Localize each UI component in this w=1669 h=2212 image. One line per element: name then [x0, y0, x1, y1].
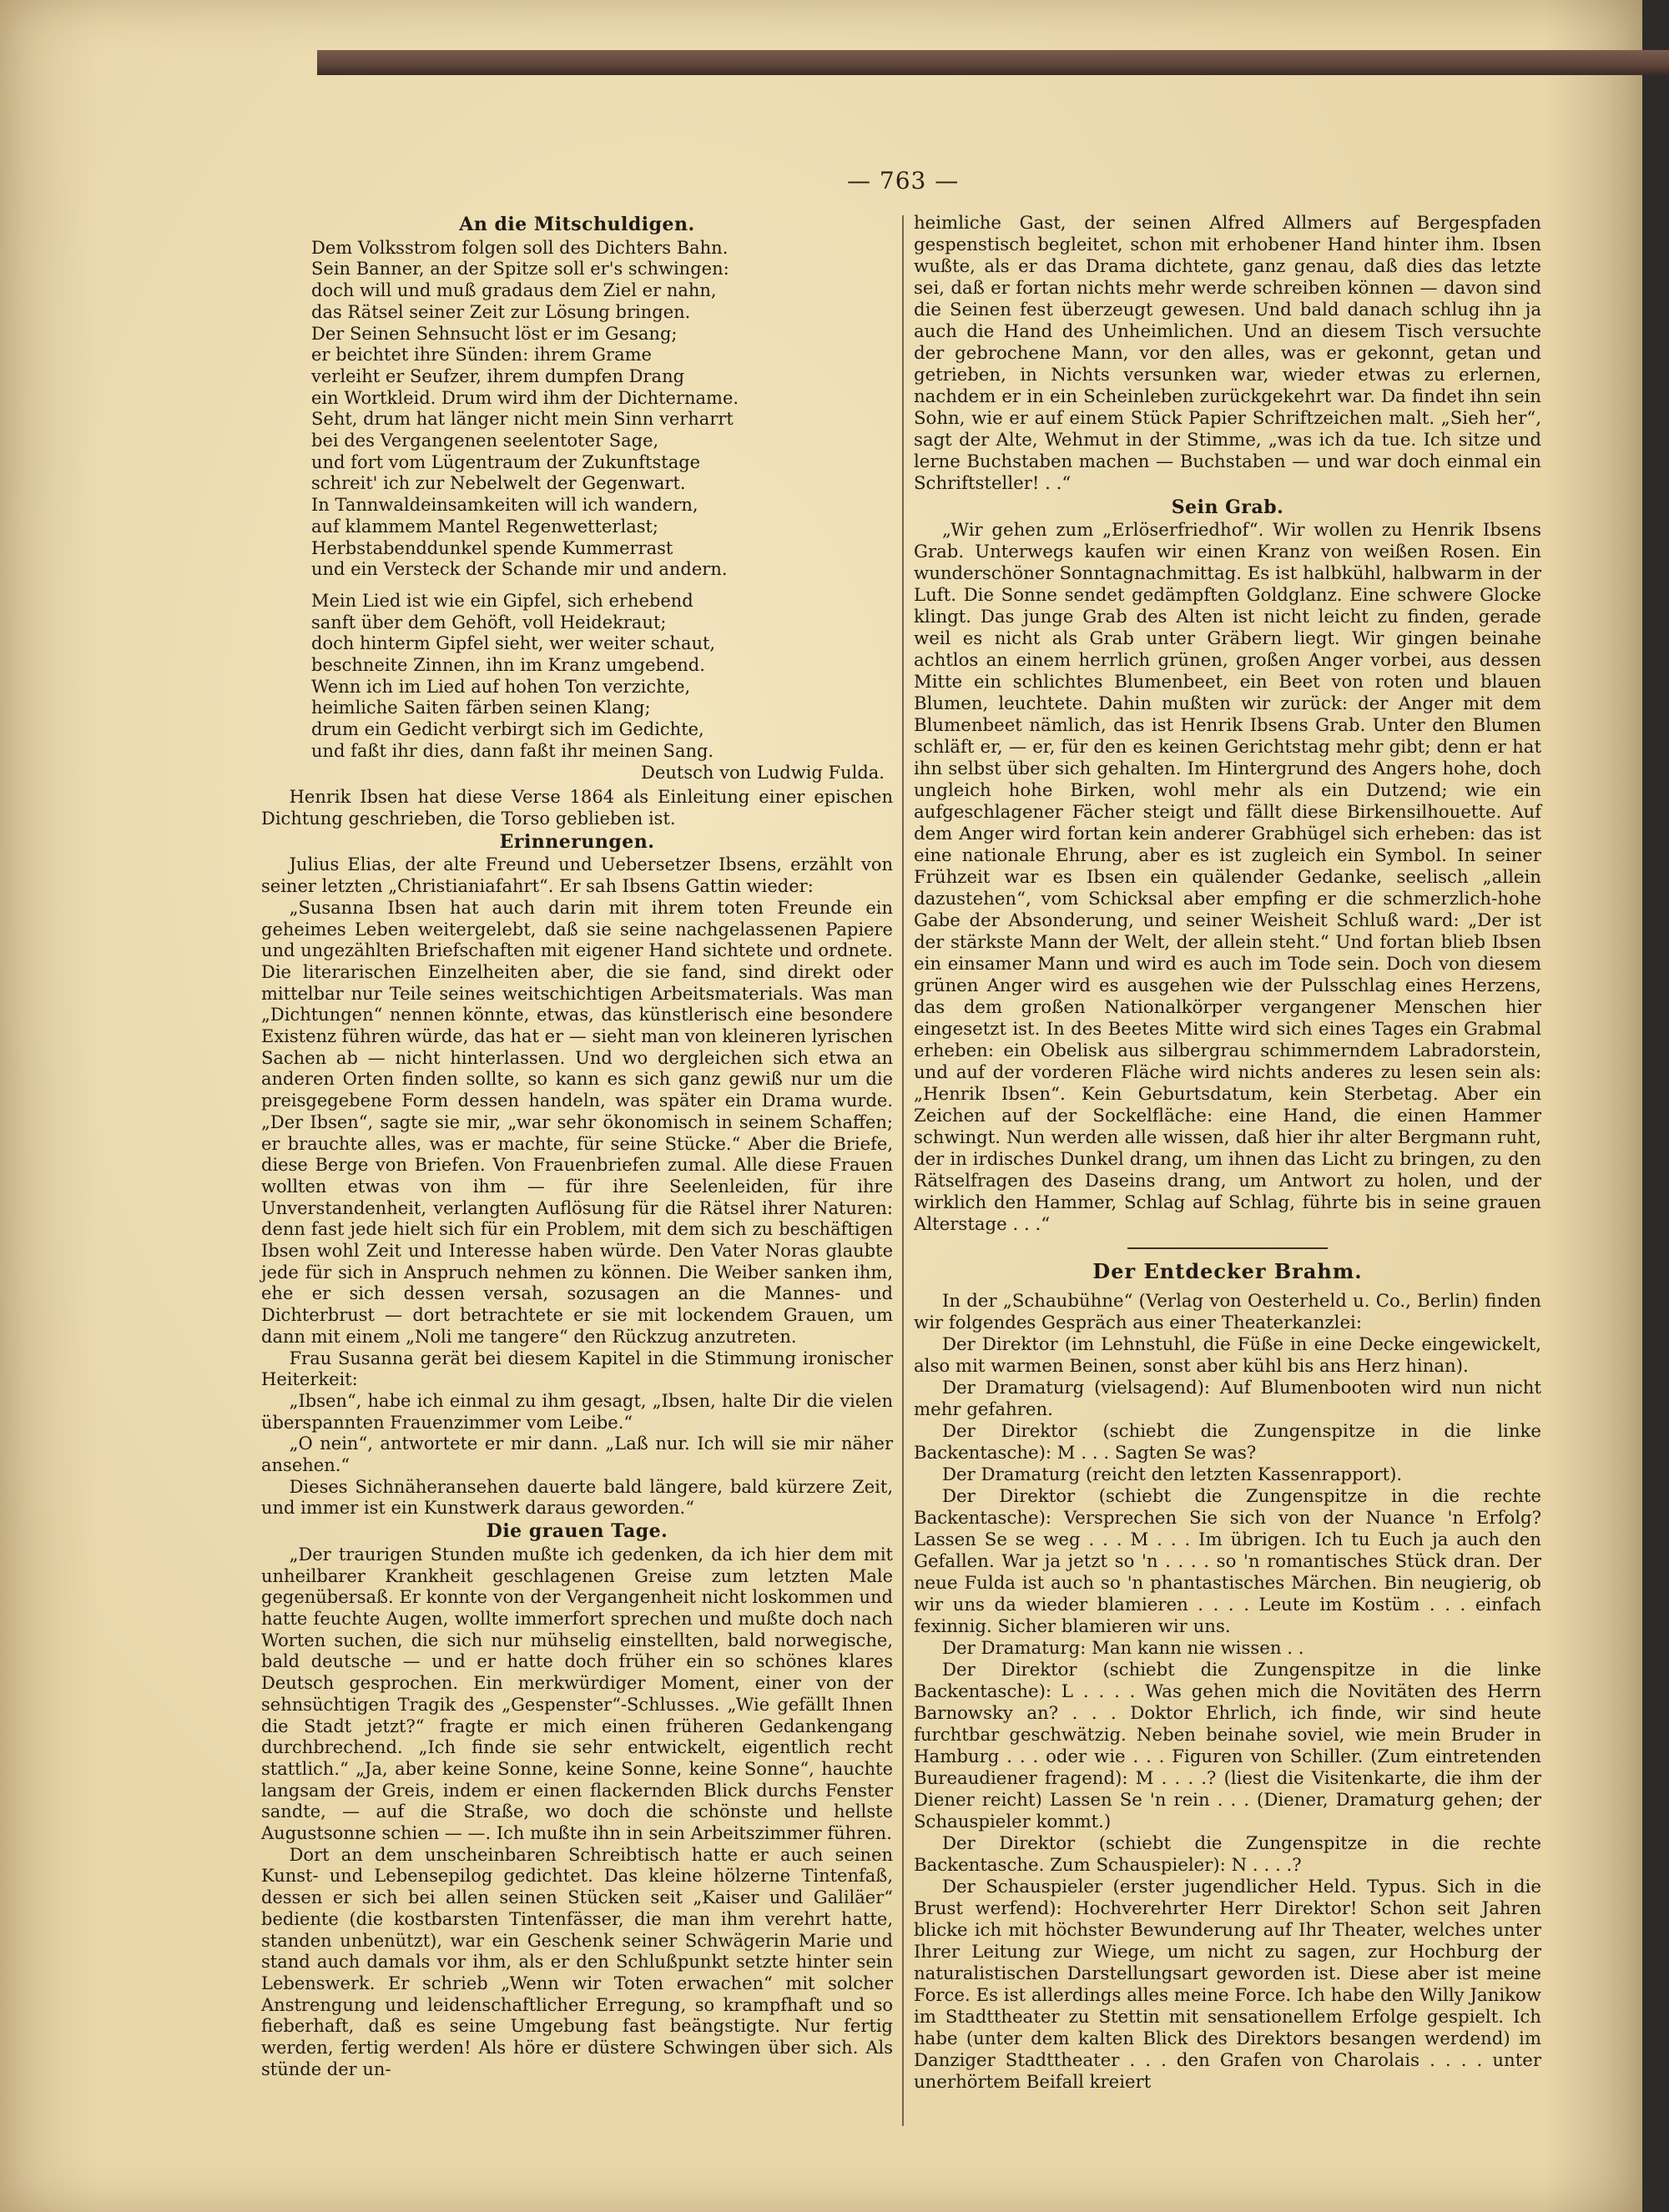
paragraph: Dort an dem unscheinbaren Schreibtisch hatte er auch seinen Kunst- und Lebensepilog gedichtet. Das kleine hölzerne Tintenfaß, dessen er sich bei allen seinen Stücken seit „Kaiser und Galiläer“ bediente (die kostbarsten Tintenfässer, die man ihm verehrt hatte, standen unbenützt), war ein Geschenk seiner Schwägerin Marie und stand auch damals vor ihm, als er den Schlußpunkt setzte hinter sein Lebenswerk. Er schrieb „Wenn wir Toten erwachen“ mit solcher Anstrengung und leidenschaftlicher Erregung, so krampfhaft und so fieberhaft, daß es seine Umgebung fast beängstigte. Nur fertig werden, fertig werden! Als höre er düstere Schwingen über sich. Als stünde der un- [261, 1844, 893, 2079]
section-rule [1127, 1247, 1328, 1249]
poem-line: Herbstabenddunkel spende Kummerrast [311, 537, 673, 558]
paragraph: Der Dramaturg (vielsagend): Auf Blumenbooten wird nun nicht mehr gefahren. [914, 1378, 1541, 1420]
poem-line: verleiht er Seufzer, ihrem dumpfen Drang [311, 365, 685, 386]
section-heading-graue-tage: Die grauen Tage. [486, 1520, 668, 1543]
poem-line: Seht, drum hat länger nicht mein Sinn verharrt [311, 409, 734, 430]
poem-line: und ein Versteck der Schande mir und andern. [311, 559, 728, 580]
paragraph: Der Dramaturg: Man kann nie wissen . . [942, 1638, 1304, 1659]
intro-paragraph: Henrik Ibsen hat diese Verse 1864 als Einleitung einer epischen Dichtung geschrieben, die Torso geblieben ist. [261, 787, 893, 829]
paragraph: Der Direktor (schiebt die Zungenspitze in die linke Backentasche): M . . . Sagten Se was? [914, 1421, 1541, 1464]
poem-line: bei des Vergangenen seelentoter Sage, [311, 431, 659, 451]
stanza-gap [261, 581, 893, 591]
paragraph: „Wir gehen zum „Erlöserfriedhof“. Wir wollen zu Henrik Ibsens Grab. Unterwegs kaufen wir einen Kranz von weißen Rosen. Ein wunderschöner Sonntagnachmittag. Es ist halbkühl, halbwarm in der Luft. Die Sonne sendet gedämpften Goldglanz. Eine schwere Glocke klingt. Das junge Grab des Alten ist nicht leicht zu finden, gerade weil es nicht als Grab unter Gräbern liegt. Wir gingen beinahe achtlos an einem herrlich grünen, großen Anger vorbei, aus dessen Mitte ein schlichtes Blumenbeet, ein Beet von roten und blauen Blumen, leuchtete. Dahin mußten wir zurück: der Anger mit dem Blumenbeet nämlich, das ist Henrik Ibsens Grab. Unter den Blumen schläft er, — er, für den es keinen Gerichtstag mehr gibt; denn er hat ihn selbst über sich gehalten. Im Hintergrund des Angers hohe, doch ungleich hohe Birken, wohl mehr als ein Dutzend; wie ein aufgeschlagener Fächer steigt und fällt diese Birkensilhouette. Auf dem Anger wird fortan kein anderer Grabhügel sich erheben: das ist eine nationale Ehrung, aber es ist zugleich ein Symbol. In seiner Frühzeit war es Ibsen ein quälender Gedanke, seelisch „allein dazustehen“, vom Schicksal aber empfing er die schmerzlich-hohe Gabe der Absonderung, und seiner Weisheit Schluß ward: „Der ist der stärkste Mann der Welt, der allein steht.“ Und fortan blieb Ibsen ein einsamer Mann und wird es auch im Tode sein. Doch von diesem grünen Anger wird es ausgehen wie der Pulsschlag eines Herzens, das dem großen Nationalkörper vergangener Menschen hier eingesetzt ist. In des Beetes Mitte wird sich eines Tages ein Grabmal erheben: ein Obelisk aus silbergrau schimmerndem Labradorstein, und auf der vorderen Fläche wird nichts anderes zu lesen sein als: „Henrik Ibsen“. Kein Geburtsdatum, kein Sterbetag. Aber ein Zeichen auf der Sockelfläche: eine Hand, die einen Hammer schwingt. Nun werden alle wissen, daß hier ihr alter Bergmann ruht, der in irdisches Dunkel drang, um ihnen das Licht zu bringen, zu den Rätselfragen des Daseins drang, um Antwort zu holen, und der wirklich den Hammer, Schlag auf Schlag, führte bis in seine grauen Alterstage . . .“ [914, 520, 1541, 1235]
poem-line: Sein Banner, an der Spitze soll er's schwingen: [311, 259, 729, 280]
translator-credit: Deutsch von Ludwig Fulda. [641, 762, 885, 783]
paragraph: Der Direktor (schiebt die Zungenspitze in die rechte Backentasche. Zum Schauspieler): N . . . .? [914, 1833, 1541, 1876]
poem-line: ein Wortkleid. Drum wird ihm der Dichtername. [311, 387, 739, 408]
paragraph: Julius Elias, der alte Freund und Uebersetzer Ibsens, erzählt von seiner letzten „Christianiafahrt“. Er sah Ibsens Gattin wieder: [261, 854, 893, 897]
column-divider [902, 215, 904, 2126]
paragraph: Der Dramaturg (reicht den letzten Kassenrapport). [942, 1464, 1403, 1485]
poem-line: er beichtet ihre Sünden: ihrem Grame [311, 345, 652, 365]
poem-line: Mein Lied ist wie ein Gipfel, sich erhebend [311, 590, 693, 611]
paragraph: „Der traurigen Stunden mußte ich gedenken, da ich hier dem mit unheilbarer Krankheit geschlagenen Greise zum letzten Male gegenübersaß. Er konnte von der Vergangenheit nicht loskommen und hatte feuchte Augen, wollte immerfort sprechen und mußte doch nach Worten suchen, die sich nur mühselig einstellten, bald norwegische, bald deutsche — und er hatte doch früher ein so schönes klares Deutsch gesprochen. Ein merkwürdiger Moment, einer von der sehnsüchtigen Tragik des „Gespenster“-Schlusses. „Wie gefällt Ihnen die Stadt jetzt?“ fragte er mich einen früheren Gedankengang durchbrechend. „Ich finde sie sehr entwickelt, eigentlich recht stattlich.“ „Ja, aber keine Sonne, keine Sonne, keine Sonne“, hauchte langsam der Greis, indem er einen flackernden Blick durchs Fenster sandte, — auf die Straße, wo doch die schönste und hellste Augustsonne schien — —. Ich mußte ihn in sein Arbeitszimmer führen. [261, 1544, 893, 1844]
poem-line: Wenn ich im Lied auf hohen Ton verzichte, [311, 676, 691, 697]
left-column [261, 213, 893, 2080]
poem-line: heimliche Saiten färben seinen Klang; [311, 698, 651, 718]
book-binding-edge [317, 50, 1669, 75]
poem-line: beschneite Zinnen, ihn im Kranz umgebend. [311, 655, 705, 676]
paragraph: Der Direktor (schiebt die Zungenspitze in die rechte Backentasche): Versprechen Sie sich von der Nuance 'n Erfolg? Lassen Se se weg . . . M . . . Im übrigen. Ich tu Euch ja auch den Gefallen. War ja jetzt so 'n . . . . so 'n romantisches Stück dran. Der neue Fulda ist auch so 'n phantastisches Märchen. Bin neugierig, ob wir uns da wieder blamieren . . . . Leute im Kostüm . . . einfach fexinnig. Sicher blamieren wir uns. [914, 1486, 1541, 1637]
poem-line: schreit' ich zur Nebelwelt der Gegenwart. [311, 473, 686, 494]
right-column [914, 213, 1541, 2094]
paragraph: „Susanna Ibsen hat auch darin mit ihrem toten Freunde ein geheimes Leben weitergelebt, daß sie seine nachgelassenen Papiere und ungezählten Briefschaften mit eigener Hand sichtete und ordnete. Die literarischen Einzelheiten aber, die sie fand, sind direkt oder mittelbar nur Teile seines weitschichtigen Arbeitsmaterials. Was man „Dichtungen“ nennen könnte, etwas, das künstlerisch eine besondere Existenz führen würde, das hat er — sieht man von kleineren lyrischen Sachen ab — nicht hinterlassen. Und wo dergleichen sich etwa an anderen Orten finden sollte, so kann es sich ganz gewiß nur um die preisgegebene Form dessen handeln, was später ein Drama wurde. „Der Ibsen“, sagte sie mir, „war sehr ökonomisch in seinem Schaffen; er brauchte alles, was er machte, für seine Stücke.“ Aber die Briefe, diese Berge von Briefen. Von Frauenbriefen zumal. Alle diese Frauen wollten etwas von ihm — für ihre Seelenleiden, für ihre Unverstandenheit, verlangten Auflösung für die Rätsel ihrer Naturen: denn fast jede hielt sich für ein Problem, mit dem sich zu beschäftigen Ibsen wohl Zeit und Interesse haben würde. Den Vater Noras glaubte jede für sich in Anspruch nehmen zu können. Die Weiber sanken ihm, ehe er sich dessen versah, sozusagen an die Mannes- und Dichterbrust — dort betrachtete er sie mit lockendem Grauen, um dann mit einem „Noli me tangere“ den Rückzug anzutreten. [261, 897, 893, 1347]
poem-line: und faßt ihr dies, dann faßt ihr meinen Sang. [311, 740, 714, 761]
paragraph: heimliche Gast, der seinen Alfred Allmers auf Bergespfaden gespenstisch begleitet, schon mit erhobener Hand hinter ihm. Ibsen wußte, als er das Drama dichtete, ganz genau, daß dies das letzte sei, daß er fortan nichts mehr werde schreiben können — davon sind die Seinen fest überzeugt gewesen. Und bald danach schlug ihn ja auch die Hand des Unheimlichen. Und an diesem Tisch versuchte der gebrochene Mann, vor den alles, was er gekonnt, getan und getrieben, in Nichts versunken war, wieder etwas zu erlernen, nachdem er in ein Scheinleben zurückgekehrt war. Da findet ihn sein Sohn, wie er auf einem Stück Papier Schriftzeichen malt. „Sieh her“, sagt der Alte, Wehmut in der Stimme, „was ich da tue. Ich sitze und lerne Buchstaben machen — Buchstaben — und war doch einmal ein Schriftsteller! . .“ [914, 213, 1541, 494]
poem-line: und fort vom Lügentraum der Zukunftstage [311, 451, 701, 472]
poem-title: An die Mitschuldigen. [459, 214, 695, 235]
paragraph: Der Schauspieler (erster jugendlicher Held. Typus. Sich in die Brust werfend): Hochverehrter Herr Direktor! Schon seit Jahren blicke ich mit höchster Bewunderung auf Ihr Theater, welches unter Ihrer Leitung zur Wiege, um nicht zu sagen, zur Hochburg der naturalistischen Darstellungsart geworden ist. Diese aber ist meine Force. Es ist allerdings alles meine Force. Ich habe den Willy Janikow im Stadttheater zu Stettin mit sensationellem Erfolge gespielt. Ich habe (unter dem kalten Blick des Direktors besangen werdend) im Danziger Stadttheater . . . den Grafen von Charolais . . . . unter unerhörtem Beifall kreiert [914, 1877, 1541, 2093]
paragraph: „O nein“, antwortete er mir dann. „Laß nur. Ich will sie mir näher ansehen.“ [261, 1434, 893, 1476]
poem-stanza-1 [311, 238, 893, 581]
paragraph: Dieses Sichnäheransehen dauerte bald längere, bald kürzere Zeit, und immer ist ein Kunstwerk daraus geworden.“ [261, 1476, 893, 1519]
poem-line: Dem Volksstrom folgen soll des Dichters Bahn. [311, 237, 729, 258]
page-number: — 763 — [847, 167, 960, 194]
poem-line: doch will und muß gradaus dem Ziel er nahn, [311, 280, 717, 301]
paragraph: Der Direktor (schiebt die Zungenspitze in die linke Backentasche): L . . . . Was gehen mich die Novitäten des Herrn Barnowsky an? . . . Doktor Ehrlich, ich finde, wir sind heute furchtbar geschwätzig. Neben beinahe soviel, wie mein Bruder in Hamburg . . . oder wie . . . Figuren von Schiller. (Zum eintretenden Bureaudiener fragend): M . . . .? (liest die Visitenkarte, die ihm der Diener reicht) Lassen Se 'n rein . . . (Diener, Dramaturg gehen; der Schauspieler kommt.) [914, 1660, 1541, 1832]
paragraph: In der „Schaubühne“ (Verlag von Oesterheld u. Co., Berlin) finden wir folgendes Gespräch aus einer Theaterkanzlei: [914, 1291, 1541, 1333]
paragraph: „Ibsen“, habe ich einmal zu ihm gesagt, „Ibsen, halte Dir die vielen überspannten Frauenzimmer vom Leibe.“ [261, 1390, 893, 1433]
poem-line: Der Seinen Sehnsucht löst er im Gesang; [311, 323, 678, 344]
poem-line: In Tannwaldeinsamkeiten will ich wandern, [311, 495, 698, 516]
section-heading-erinnerungen: Erinnerungen. [499, 830, 655, 853]
paragraph: Frau Susanna gerät bei diesem Kapitel in die Stimmung ironischer Heiterkeit: [261, 1348, 893, 1390]
section-heading-sein-grab: Sein Grab. [1171, 496, 1284, 518]
poem-line: das Rätsel seiner Zeit zur Lösung bringen. [311, 301, 691, 322]
poem-line: drum ein Gedicht verbirgt sich im Gedichte, [311, 719, 704, 740]
article-title-brahm: Der Entdecker Brahm. [1092, 1259, 1363, 1283]
poem-stanza-2 [311, 591, 893, 763]
poem-line: doch hinterm Gipfel sieht, wer weiter schaut, [311, 633, 716, 654]
paragraph: Der Direktor (im Lehnstuhl, die Füße in eine Decke eingewickelt, also mit warmen Beinen, sonst aber kühl bis ans Herz hinan). [914, 1334, 1541, 1377]
poem-line: auf klammem Mantel Regenwetterlast; [311, 516, 659, 537]
poem-line: sanft über dem Gehöft, voll Heidekraut; [311, 612, 667, 632]
